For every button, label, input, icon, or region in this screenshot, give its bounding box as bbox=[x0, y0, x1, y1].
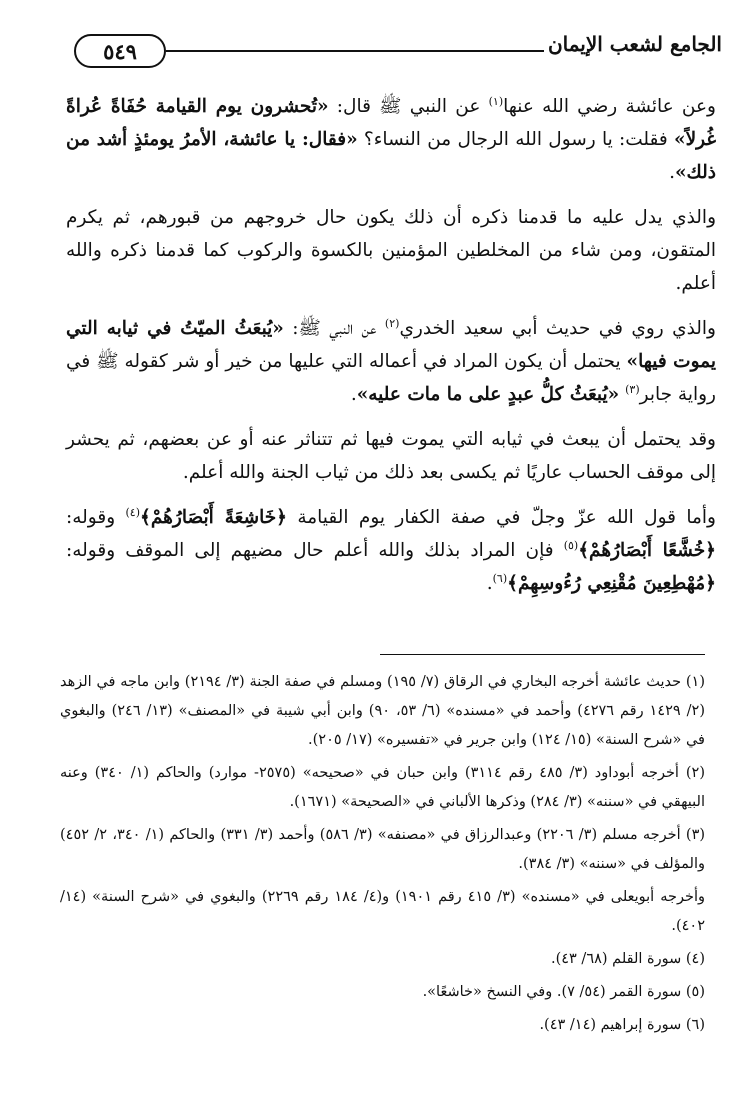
footnote-ref: (٦) bbox=[492, 571, 508, 585]
paragraph-1 bbox=[66, 90, 716, 189]
quran-quote: ﴿خَاشِعَةً أَبْصَارُهُمْ﴾ bbox=[140, 507, 287, 528]
footnote-ref: (٣) bbox=[625, 382, 640, 396]
paragraph-text: عن النبي ﷺ قال: bbox=[328, 96, 489, 117]
paragraph-text: يحتمل أن يكون المراد في أعماله التي عليها من خير أو شر كقوله ﷺ في رواية جابر bbox=[66, 351, 716, 405]
paragraph-text: وأما قول الله عزّ وجلّ في صفة الكفار يوم القيامة bbox=[286, 507, 716, 528]
footnote-1: (١) حديث عائشة أخرجه البخاري في الرقاق (٧/ ١٩٥) ومسلم في صفة الجنة (٣/ ٢١٩٤) وابن ماجه في الزهد (٢/ ١٤٢٩ رقم ٤٢٧٦) وأحمد في «مسنده» (٦/ ٥٣، ٩٠) وابن أبي شيبة في «المصنف» (١٣/ ٢٤٦) والبغوي في «شرح السنة» (١٥/ ١٢٤) وابن جرير في «تفسيره» (١٧/ ٢٠٥). bbox=[60, 674, 706, 748]
footnote-3: (٣) أخرجه مسلم (٣/ ٢٢٠٦) وعبدالرزاق في «مصنفه» (٣/ ٥٨٦) وأحمد (٣/ ٣٣١) والحاكم (١/ ٣٤٠، ٢/ ٤٥٢) والمؤلف في «سننه» (٣/ ٣٨٤). bbox=[60, 827, 706, 872]
hadith-quote: «تُحشرون يوم القيامة حُفَاةً عُراةً غُرلاً» bbox=[66, 96, 716, 150]
quran-quote: ﴿خُشَّعًا أَبْصَارُهُمْ﴾ bbox=[578, 540, 717, 561]
paragraph-text: . bbox=[350, 384, 357, 405]
footnote-4: (٤) سورة القلم (٦٨/ ٤٣). bbox=[550, 951, 705, 967]
footnote-ref: (٢) bbox=[384, 316, 400, 330]
paragraph-text: فقلت: يا رسول الله الرجال من النساء؟ bbox=[357, 129, 674, 150]
footnote-ref: (٤) bbox=[125, 505, 140, 519]
footnote-5: (٥) سورة القمر (٥٤/ ٧). وفي النسخ «خاشعًا». bbox=[422, 984, 705, 1000]
hadith-quote: «يُبعَثُ الميّتُ في ثيابه التي يموت فيها» bbox=[66, 318, 716, 372]
footnote-2: (٢) أخرجه أبوداود (٣/ ٤٨٥ رقم ٣١١٤) وابن حبان في «صحيحه» (٢٥٧٥- موارد) والحاكم (١/ ٣٤٠) وعنه البيهقي في «سننه» (٣/ ٢٨٤) وذكرها الألباني في «الصحيحة» (١٦٧١). bbox=[60, 765, 706, 810]
paragraph-text: وعن عائشة رضي الله عنها bbox=[503, 96, 716, 117]
footnote-separator bbox=[380, 654, 705, 655]
quran-quote: ﴿مُهْطِعِينَ مُقْنِعِي رُءُوسِهِمْ﴾ bbox=[507, 573, 716, 594]
footnote-ref: (١) bbox=[488, 94, 504, 108]
paragraph-5 bbox=[66, 501, 716, 600]
footnote-ref: (٥) bbox=[563, 538, 579, 552]
paragraph-text: عن النبي ﷺ: bbox=[283, 318, 385, 339]
footnote-6: (٦) سورة إبراهيم (١٤/ ٤٣). bbox=[539, 1017, 705, 1033]
main-text bbox=[66, 90, 716, 612]
paragraph-text: فإن المراد بذلك والله أعلم حال مضيهم إلى الموقف وقوله: bbox=[66, 540, 564, 561]
footnotes bbox=[60, 668, 705, 1044]
paragraph-2: والذي يدل عليه ما قدمنا ذكره أن ذلك يكون حال خروجهم من قبورهم، ثم يكرم المتقون، ومن شاء من المخلطين المؤمنين بالكسوة والركوب كما قدمنا ذكره والله أعلم. bbox=[66, 207, 716, 294]
paragraph-text: . bbox=[486, 573, 493, 594]
page-number: ٥٤٩ bbox=[74, 34, 166, 68]
page-header bbox=[52, 28, 722, 74]
paragraph-text: . bbox=[669, 162, 675, 183]
paragraph-3 bbox=[66, 312, 716, 411]
header-rule bbox=[166, 50, 544, 52]
running-title: الجامع لشعب الإيمان bbox=[547, 32, 722, 56]
hadith-quote: «فقال: يا عائشة، الأمرُ يومئذٍ أشد من ذلك» bbox=[66, 129, 716, 183]
paragraph-4: وقد يحتمل أن يبعث في ثيابه التي يموت فيها ثم تتناثر عنه أو عن بعضهم، ثم يحشر إلى موقف الحساب عاريًا ثم يكسى بعد ذلك من ثياب الجنة والله أعلم. bbox=[66, 429, 716, 483]
footnote-3-continued: وأخرجه أبويعلى في «مسنده» (٣/ ٤١٥ رقم ١٩٠١) و(٤/ ١٨٤ رقم ٢٢٦٩) والبغوي في «شرح السنة» (١٤/ ٤٠٢). bbox=[60, 889, 706, 934]
hadith-quote: «يُبعَثُ كلُّ عبدٍ على ما مات عليه» bbox=[356, 384, 620, 405]
paragraph-text: والذي روي في حديث أبي سعيد الخدري bbox=[399, 318, 716, 339]
paragraph-text: وقوله: bbox=[66, 507, 126, 528]
